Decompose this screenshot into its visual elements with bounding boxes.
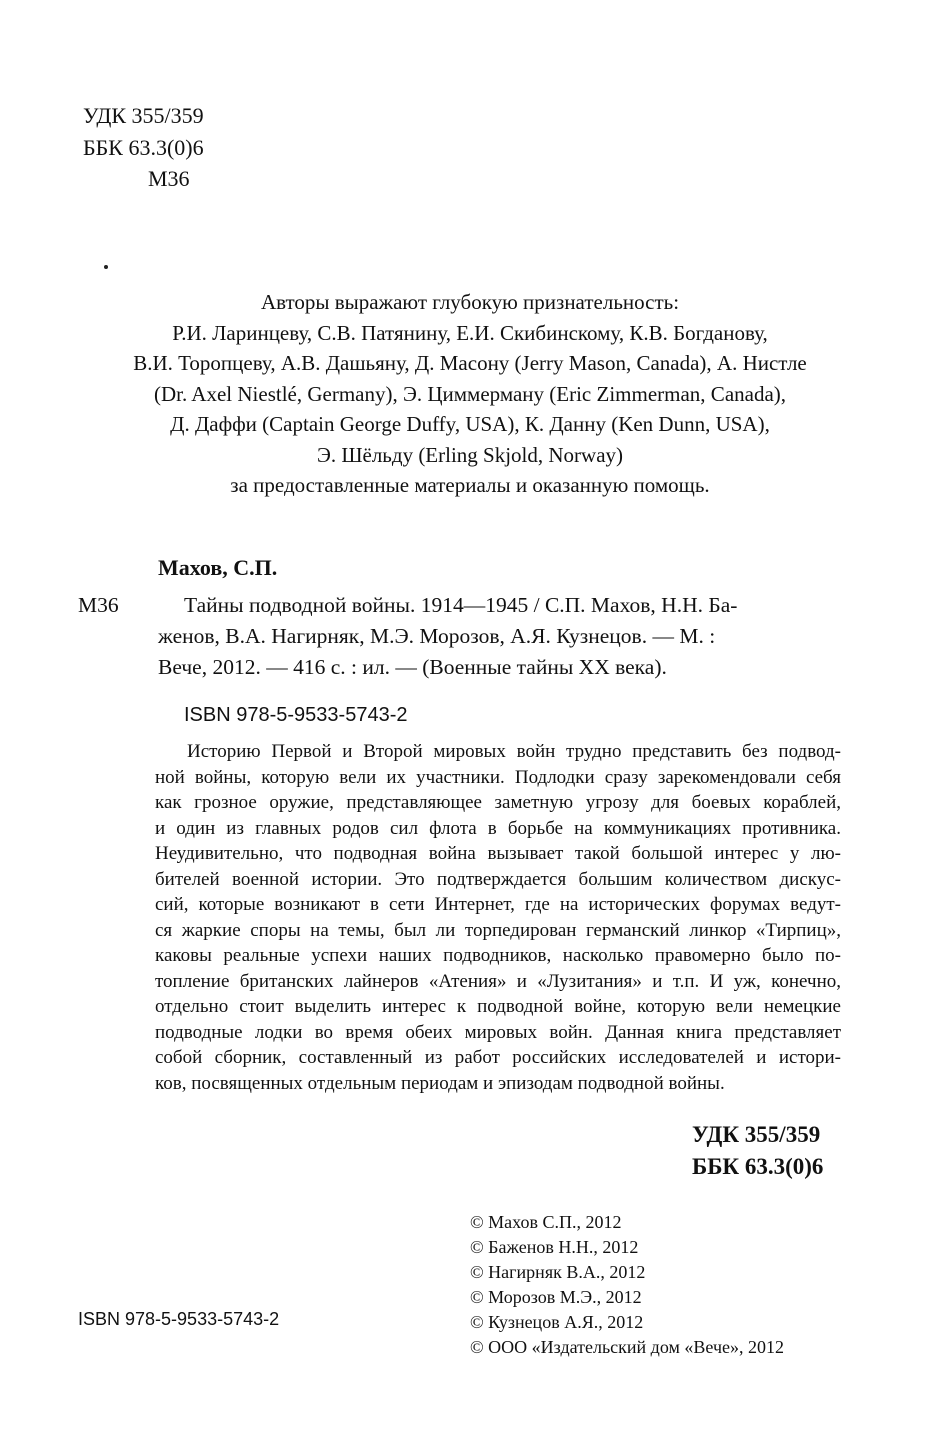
- annotation-line: как грозное оружие, представляющее заметную угрозу для боевых кораблей,: [155, 792, 841, 813]
- bbk-code-bold: ББК 63.3(0)6: [692, 1154, 824, 1179]
- stray-dot: [104, 265, 108, 269]
- copyright-line: © Кузнецов А.Я., 2012: [470, 1312, 644, 1332]
- annotation-line: сий, которые возникают в сети Интернет, где на исторических форумах ведут-: [155, 894, 841, 915]
- annotation: [155, 739, 841, 1096]
- udk-code-bold: УДК 355/359: [692, 1122, 821, 1147]
- entry-line: женов, В.А. Нагирняк, М.Э. Морозов, А.Я. Кузнецов. — М. :: [158, 624, 716, 648]
- udk-code: УДК 355/359: [83, 103, 204, 128]
- annotation-line: собой сборник, составленный из работ российских исследователей и истори-: [155, 1047, 841, 1068]
- entry-mark: М36: [78, 593, 119, 617]
- ack-line: (Dr. Axel Niestlé, Germany), Э. Циммерману (Eric Zimmerman, Canada),: [153, 381, 787, 406]
- copyright-line: © Морозов М.Э., 2012: [470, 1287, 642, 1307]
- isbn-bottom: ISBN 978-5-9533-5743-2: [78, 1309, 280, 1329]
- annotation-line: ков, посвященных отдельным периодам и эпизодам подводной войны.: [155, 1072, 725, 1094]
- copyright-line: © Баженов Н.Н., 2012: [470, 1237, 639, 1257]
- annotation-line: и один из главных родов сил флота в борьбе на коммуникациях противника.: [155, 817, 841, 839]
- acknowledgements: [75, 287, 865, 501]
- ack-line: Д. Даффи (Captain George Duffy, USA), К. Данну (Ken Dunn, USA),: [170, 412, 770, 436]
- annotation-line: Историю Первой и Второй мировых войн трудно представить без подвод-: [187, 741, 841, 762]
- copyright-line: © ООО «Издательский дом «Вече», 2012: [470, 1337, 784, 1357]
- ack-line: Э. Шёльду (Erling Skjold, Norway): [316, 442, 624, 467]
- ack-line: В.И. Торопцеву, А.В. Дашьяну, Д. Масону (Jerry Mason, Canada), А. Нистле: [133, 351, 807, 375]
- copyright-line: © Нагирняк В.А., 2012: [470, 1262, 646, 1282]
- entry-author: Махов, С.П.: [158, 555, 278, 580]
- annotation-line: каковы реальные успехи наших подводников, насколько правомерно было по-: [155, 945, 841, 966]
- entry-title-line: Тайны подводной войны. 1914—1945 / С.П. Махов, Н.Н. Ба-: [184, 593, 738, 617]
- author-mark: М36: [148, 166, 190, 191]
- ack-line: за предоставленные материалы и оказанную помощь.: [230, 473, 710, 497]
- annotation-line: ся жаркие споры на темы, был ли торпедирован германский линкор «Тирпиц»,: [155, 919, 841, 941]
- ack-line: Авторы выражают глубокую признательность:: [260, 290, 680, 314]
- annotation-line: отдельно стоит выделить интерес к подводной войне, которую вели немецкие: [155, 996, 841, 1017]
- bbk-code: ББК 63.3(0)6: [83, 135, 204, 160]
- ack-line: Р.И. Ларинцеву, С.В. Патянину, Е.И. Скибинскому, К.В. Богданову,: [172, 320, 768, 345]
- annotation-line: подводные лодки во время обеих мировых войн. Данная книга представляет: [155, 1021, 841, 1043]
- annotation-line: ной войны, которую вели их участники. Подлодки сразу зарекомендовали себя: [155, 766, 841, 788]
- annotation-line: бителей военной истории. Это подтверждается большим количеством дискус-: [155, 868, 841, 890]
- entry-isbn: ISBN 978-5-9533-5743-2: [184, 704, 408, 726]
- annotation-line: топление британских лайнеров «Атения» и «Лузитания» и т.п. И уж, конечно,: [155, 970, 841, 992]
- annotation-line: Неудивительно, что подводная война вызывает такой большой интерес у лю-: [155, 843, 841, 864]
- copyright-line: © Махов С.П., 2012: [470, 1212, 622, 1232]
- entry-line: Вече, 2012. — 416 с. : ил. — (Военные тайны XX века).: [158, 655, 667, 679]
